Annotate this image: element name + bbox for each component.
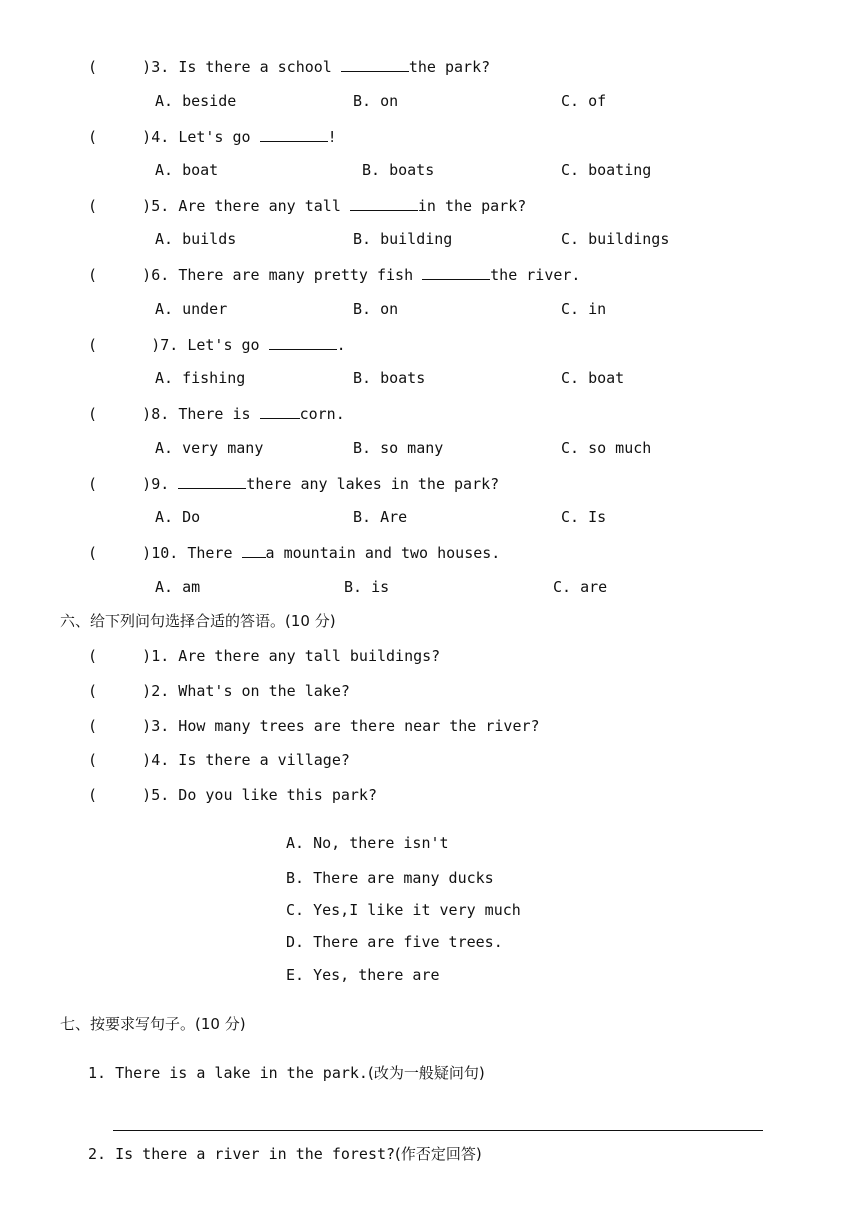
spacer bbox=[169, 128, 178, 146]
spacer bbox=[169, 405, 178, 423]
option-c: C. of bbox=[561, 92, 607, 110]
mc-question-row bbox=[88, 403, 345, 424]
question-text: 2. What's on the lake? bbox=[151, 682, 350, 700]
match-question-row bbox=[88, 716, 540, 736]
mc-question-row bbox=[88, 473, 499, 494]
option-c: C. Is bbox=[561, 508, 607, 526]
section-6-heading: 六、给下列问句选择合适的答语。(10 分) bbox=[60, 612, 336, 630]
option-b: B. on bbox=[353, 92, 399, 110]
mc-question-row bbox=[88, 195, 526, 216]
question-text: 3. How many trees are there near the river? bbox=[151, 717, 540, 735]
answer-bracket[interactable]: ( ) bbox=[88, 197, 152, 215]
fill-in-blank[interactable] bbox=[242, 542, 266, 558]
fill-in-blank[interactable] bbox=[422, 264, 490, 280]
fill-in-blank[interactable] bbox=[260, 126, 328, 142]
question-number: 4. bbox=[151, 128, 170, 146]
option-a: A. am bbox=[155, 578, 201, 596]
spacer bbox=[169, 475, 178, 493]
fill-in-blank[interactable] bbox=[260, 403, 300, 419]
mc-question-row bbox=[88, 542, 500, 563]
option-c: C. boating bbox=[561, 161, 652, 179]
option-c: C. so much bbox=[561, 439, 652, 457]
question-text-end: the river. bbox=[490, 266, 581, 284]
spacer bbox=[169, 58, 178, 76]
match-question-row bbox=[88, 646, 440, 666]
question-number: 6. bbox=[151, 266, 170, 284]
answer-line-1[interactable] bbox=[113, 1130, 763, 1131]
option-b: B. boats bbox=[353, 369, 426, 387]
answer-bracket[interactable]: ( ) bbox=[88, 786, 152, 804]
option-c: C. boat bbox=[561, 369, 625, 387]
question-text: There are many pretty fish bbox=[178, 266, 423, 284]
fill-in-blank[interactable] bbox=[341, 56, 409, 72]
answer-option: D. There are five trees. bbox=[286, 933, 503, 951]
option-c: C. in bbox=[561, 300, 607, 318]
question-number: 7. bbox=[160, 336, 179, 354]
match-question-row bbox=[88, 681, 350, 701]
option-b: B. building bbox=[353, 230, 453, 248]
question-text-end: ! bbox=[327, 128, 337, 146]
option-a: A. boat bbox=[155, 161, 219, 179]
question-text-end: there any lakes in the park? bbox=[246, 475, 500, 493]
question-text: 5. Do you like this park? bbox=[151, 786, 377, 804]
rewrite-item-2 bbox=[88, 1144, 482, 1164]
answer-bracket[interactable]: ( ) bbox=[88, 405, 152, 423]
question-text: 1. Are there any tall buildings? bbox=[151, 647, 441, 665]
option-a: A. beside bbox=[155, 92, 237, 110]
answer-bracket[interactable]: ( ) bbox=[88, 58, 152, 76]
option-b: B. is bbox=[344, 578, 390, 596]
spacer bbox=[178, 336, 187, 354]
section-7-heading: 七、按要求写句子。(10 分) bbox=[60, 1015, 246, 1033]
mc-question-row bbox=[88, 126, 337, 147]
match-question-row bbox=[88, 750, 350, 770]
answer-bracket[interactable]: ( ) bbox=[88, 266, 152, 284]
option-b: B. on bbox=[353, 300, 399, 318]
option-a: A. very many bbox=[155, 439, 264, 457]
question-number: 3. bbox=[151, 58, 170, 76]
option-b: B. boats bbox=[362, 161, 435, 179]
option-a: A. under bbox=[155, 300, 228, 318]
answer-bracket[interactable]: ( ) bbox=[88, 647, 152, 665]
rewrite-item-1-text: 1. There is a lake in the park. bbox=[88, 1064, 368, 1082]
fill-in-blank[interactable] bbox=[350, 195, 418, 211]
answer-bracket[interactable]: ( ) bbox=[88, 336, 161, 354]
option-c: C. buildings bbox=[561, 230, 670, 248]
option-c: C. are bbox=[553, 578, 608, 596]
question-text: Is there a school bbox=[178, 58, 341, 76]
question-text: There is bbox=[178, 405, 260, 423]
option-a: A. Do bbox=[155, 508, 201, 526]
rewrite-item-1 bbox=[88, 1063, 485, 1083]
mc-question-row bbox=[88, 334, 346, 355]
answer-bracket[interactable]: ( ) bbox=[88, 717, 152, 735]
answer-bracket[interactable]: ( ) bbox=[88, 475, 152, 493]
question-text: Let's go bbox=[178, 128, 260, 146]
option-b: B. so many bbox=[353, 439, 444, 457]
answer-option: E. Yes, there are bbox=[286, 966, 440, 984]
spacer bbox=[169, 197, 178, 215]
rewrite-item-2-text: 2. Is there a river in the forest? bbox=[88, 1145, 396, 1163]
option-a: A. builds bbox=[155, 230, 237, 248]
question-text: Are there any tall bbox=[178, 197, 350, 215]
spacer bbox=[178, 544, 187, 562]
question-text-end: a mountain and two houses. bbox=[265, 544, 501, 562]
question-text-end: the park? bbox=[408, 58, 491, 76]
question-text-end: corn. bbox=[299, 405, 345, 423]
fill-in-blank[interactable] bbox=[178, 473, 246, 489]
mc-question-row bbox=[88, 56, 490, 77]
mc-question-row bbox=[88, 264, 580, 285]
answer-bracket[interactable]: ( ) bbox=[88, 682, 152, 700]
answer-bracket[interactable]: ( ) bbox=[88, 544, 152, 562]
answer-bracket[interactable]: ( ) bbox=[88, 751, 152, 769]
answer-option: A. No, there isn't bbox=[286, 834, 449, 852]
answer-option: C. Yes,I like it very much bbox=[286, 901, 521, 919]
answer-option: B. There are many ducks bbox=[286, 869, 494, 887]
question-text-end: . bbox=[336, 336, 346, 354]
match-question-row bbox=[88, 785, 377, 805]
question-text: Let's go bbox=[187, 336, 269, 354]
question-number: 10. bbox=[151, 544, 179, 562]
rewrite-item-2-hint: (作否定回答) bbox=[395, 1145, 482, 1163]
question-number: 5. bbox=[151, 197, 170, 215]
question-text-end: in the park? bbox=[417, 197, 527, 215]
question-text: There bbox=[187, 544, 242, 562]
option-a: A. fishing bbox=[155, 369, 246, 387]
question-number: 9. bbox=[151, 475, 170, 493]
answer-bracket[interactable]: ( ) bbox=[88, 128, 152, 146]
option-b: B. Are bbox=[353, 508, 408, 526]
rewrite-item-1-hint: (改为一般疑问句) bbox=[367, 1064, 485, 1082]
spacer bbox=[169, 266, 178, 284]
question-text: 4. Is there a village? bbox=[151, 751, 350, 769]
fill-in-blank[interactable] bbox=[269, 334, 337, 350]
question-number: 8. bbox=[151, 405, 170, 423]
